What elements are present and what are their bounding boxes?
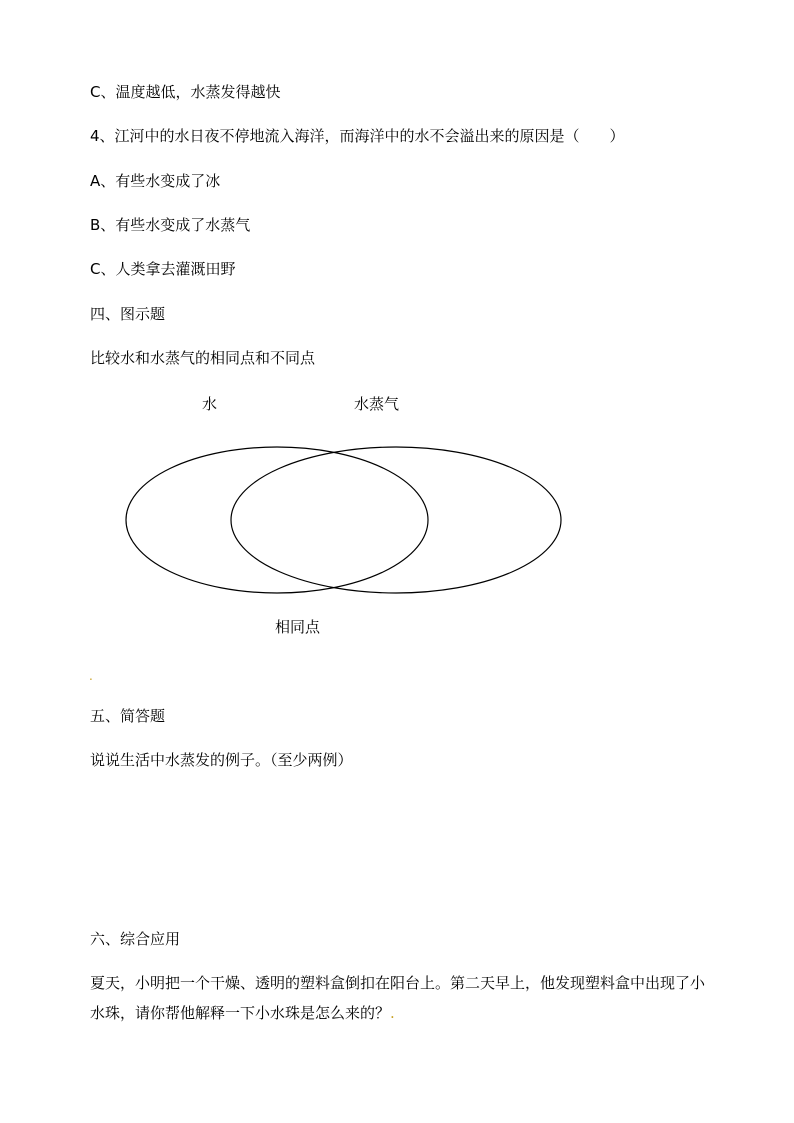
q4-option-a: A、有些水变成了冰 xyxy=(90,172,221,190)
section4-prompt: 比较水和水蒸气的相同点和不同点 xyxy=(90,349,316,367)
stray-mark: . xyxy=(89,669,93,683)
section6-prompt-text: 夏天，小明把一个干燥、透明的塑料盒倒扣在阳台上。第二天早上，他发现塑料盒中出现了小水珠，请你帮他解释一下小水珠是怎么来的？ xyxy=(90,974,706,1022)
q3-option-c: C、温度越低，水蒸发得越快 xyxy=(90,83,281,101)
section5-heading: 五、简答题 xyxy=(90,707,166,725)
venn-label-water: 水 xyxy=(202,395,218,413)
q4-option-b: B、有些水变成了水蒸气 xyxy=(90,216,251,234)
venn-circle-vapor xyxy=(231,447,561,593)
section6-prompt xyxy=(90,968,710,1028)
venn-label-common: 相同点 xyxy=(275,618,321,636)
section6-trailing-mark: . xyxy=(390,1004,395,1022)
q4-question: 4、江河中的水日夜不停地流入海洋，而海洋中的水不会溢出来的原因是（ ） xyxy=(90,127,625,145)
venn-label-vapor: 水蒸气 xyxy=(354,395,400,413)
section5-prompt: 说说生活中水蒸发的例子。（至少两例） xyxy=(90,751,353,769)
section4-heading: 四、图示题 xyxy=(90,305,166,323)
section6-heading: 六、综合应用 xyxy=(90,930,181,948)
q4-option-c: C、人类拿去灌溉田野 xyxy=(90,260,236,278)
